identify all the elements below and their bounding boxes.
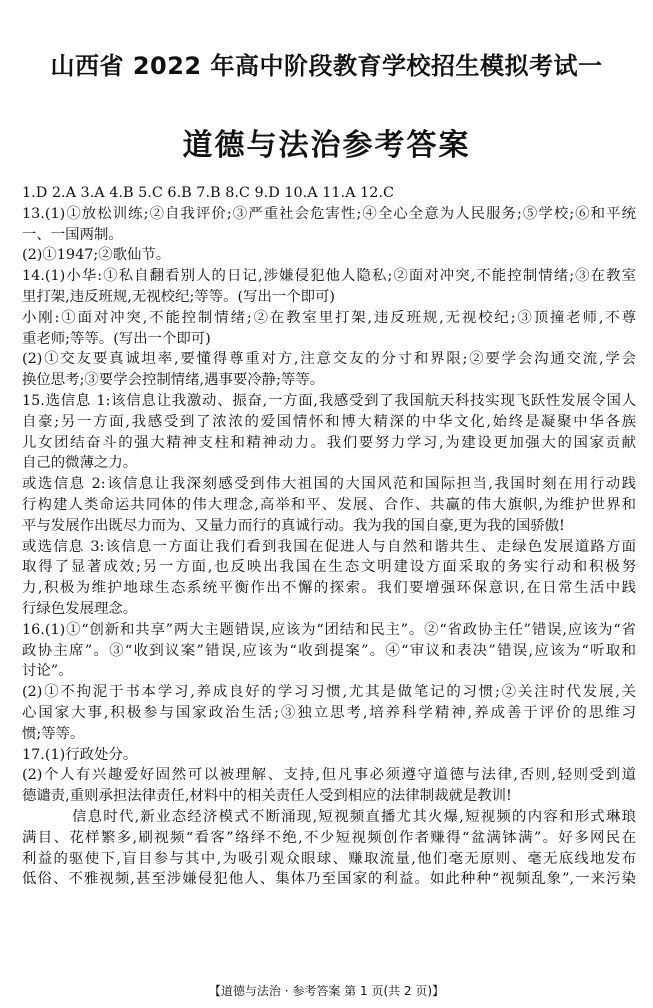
q14-line-2: 里打架,违反班规,无视校纪;等等。(写出一个即可)	[22, 288, 336, 305]
q17-essay-line-1: 信息时代,新业态经济模式不断涌现,短视频直播尤其火爆,短视频的内容和形式琳琅	[72, 808, 636, 825]
q15-line-9: 取得了显著成效;另一方面,也反映出我国在生态文明建设方面采取的务实行动和积极努	[22, 559, 636, 576]
q17-line-3: 德谴责,重则承担法律责任,材料中的相关责任人受到相应的法律制裁就是教训!	[22, 788, 512, 805]
q16-line-5: 心国家大事,积极参与国家政治生活;③独立思考,培养科学精神,养成善于评价的思维习	[22, 704, 636, 721]
q14-line-4: 重老师;等等。(写出一个即可)	[22, 330, 211, 347]
q17-essay-line-2: 满目、花样繁多,刷视频“看客”络绎不绝,不少短视频创作者赚得“盆满钵满”。好多网民在	[22, 829, 636, 846]
q16-line-1: 16.(1)①“创新和共享”两大主题错误,应该为“团结和民主”。②“省政协主任”错误,应该为“省	[22, 621, 636, 638]
q14-line-5: (2)①交友要真诚坦率,要懂得尊重对方,注意交友的分寸和界限;②要学会沟通交流,学会	[22, 351, 636, 368]
q15-line-2: 自豪;另一方面,我感受到了浓浓的爱国情怀和博大精深的中华文化,始终是凝聚中华各族	[22, 413, 636, 430]
q17-essay-line-4: 低俗、不雅视频,甚至涉嫌侵犯他人、集体乃至国家的利益。如此种种“视频乱象”,一来污染	[22, 871, 636, 888]
q16-line-4: (2)①不拘泥于书本学习,养成良好的学习习惯,尤其是做笔记的习惯;②关注时代发展,关	[22, 684, 636, 701]
q14-line-1: 14.(1)小华:①私自翻看别人的日记,涉嫌侵犯他人隐私;②面对冲突,不能控制情绪;③在教室	[22, 268, 636, 285]
q14-line-3: 小刚:①面对冲突,不能控制情绪;②在教室里打架,违反班规,无视校纪;③顶撞老师,不尊	[22, 309, 636, 326]
q13-line-1: 13.(1)①放松训练;②自我评价;③严重社会危害性;④全心全意为人民服务;⑤学校;⑥和平统	[22, 205, 636, 222]
q16-line-6: 惯;等等。	[22, 725, 85, 742]
subject-title: 道德与法治参考答案	[182, 128, 471, 163]
q15-line-10: 力,积极为维护地球生态系统平衡作出不懈的探索。我们要增强环保意识,在日常生活中践	[22, 580, 636, 597]
q15-line-6: 行构建人类命运共同体的伟大理念,高举和平、发展、合作、共赢的伟大旗帜,为维护世界和	[22, 496, 636, 513]
answer-content	[22, 183, 636, 890]
q15-line-3: 儿女团结奋斗的强大精神支柱和精神动力。我们要努力学习,为建设更加强大的国家贡献	[22, 434, 636, 451]
q15-line-4: 自己的微薄之力。	[22, 455, 138, 472]
q16-line-2: 政协主席”。③“收到议案”错误,应该为“收到提案”。④“审议和表决”错误,应该为“听取和	[22, 642, 636, 659]
q15-line-8: 或选信息 3:该信息一方面让我们看到我国在促进人与自然和谐共生、走绿色发展道路方面	[22, 538, 636, 555]
page-footer: 【道德与法治 · 参考答案 第 1 页(共 2 页)】	[208, 984, 445, 998]
q14-line-6: 换位思考;③要学会控制情绪,遇事要冷静;等等。	[22, 372, 325, 389]
q17-line-2: (2)个人有兴趣爱好固然可以被理解、支持,但凡事必须遵守道德与法律,否则,轻则受到道	[22, 767, 636, 784]
q17-essay-line-3: 利益的驱使下,盲目参与其中,为吸引观众眼球、赚取流量,他们毫无原则、毫无底线地发布	[22, 850, 636, 867]
q13-line-2: 一、一国两制。	[22, 226, 123, 243]
q13-line-3: (2)①1947;②歌仙节。	[22, 247, 171, 264]
q15-line-11: 行绿色发展理念。	[22, 600, 138, 617]
q17-line-1: 17.(1)行政处分。	[22, 746, 138, 763]
q15-line-7: 平与发展作出既尽力而为、又量力而行的真诚行动。我为我的国自豪,更为我的国骄傲!	[22, 517, 565, 534]
q15-line-5: 或选信息 2:该信息让我深刻感受到伟大祖国的大国风范和国际担当,我国时刻在用行动践	[22, 476, 636, 493]
choice-answers: 1.D 2.A 3.A 4.B 5.C 6.B 7.B 8.C 9.D 10.A 11.A 12.C	[22, 185, 394, 201]
q15-line-1: 15.选信息 1:该信息让我激动、振奋,一方面,我感受到了我国航天科技实现飞跃性发展令国人	[22, 392, 636, 409]
q16-line-3: 讨论”。	[22, 663, 73, 680]
exam-title: 山西省 2022 年高中阶段教育学校招生模拟考试一	[50, 52, 603, 80]
